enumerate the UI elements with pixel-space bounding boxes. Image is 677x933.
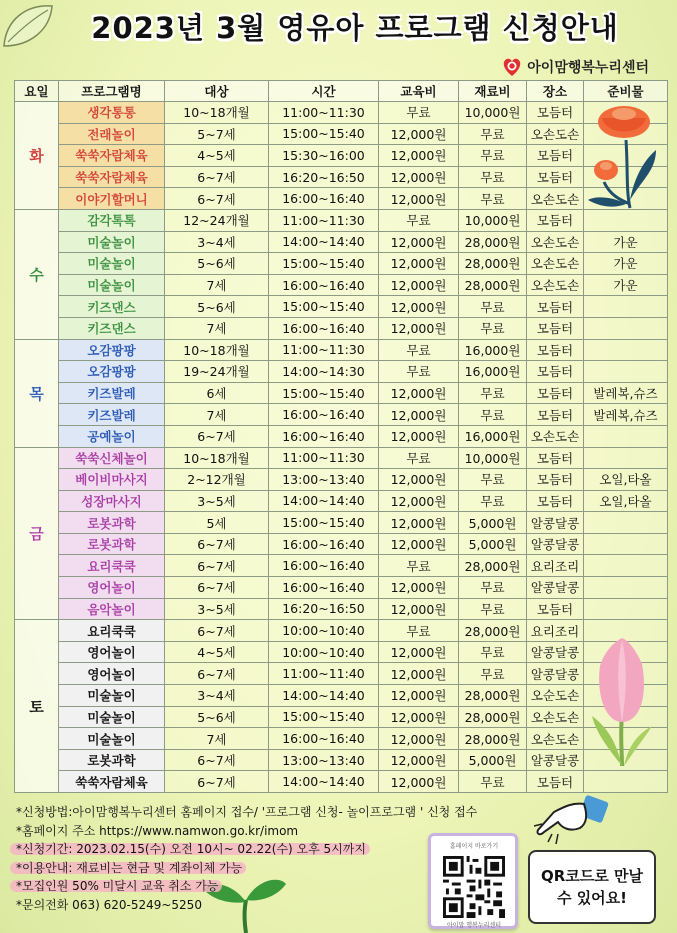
cell-time: 16:00~16:40 [269,728,379,750]
cell-target: 7세 [165,728,269,750]
cell-place: 오손도손 [527,188,584,210]
table-row [15,102,668,124]
cell-time: 16:00~16:40 [269,577,379,599]
cell-program: 로봇과학 [59,512,165,534]
day-cell-tue: 화 [15,102,59,210]
cell-tuition: 12,000원 [379,533,459,555]
table-row [15,620,668,642]
cell-time: 11:00~11:30 [269,102,379,124]
cell-supplies [584,209,668,231]
cell-target: 6~7세 [165,555,269,577]
cell-target: 5~6세 [165,253,269,275]
cell-target: 6~7세 [165,188,269,210]
cell-material-fee: 무료 [459,641,527,663]
cell-tuition: 12,000원 [379,490,459,512]
cell-tuition: 무료 [379,555,459,577]
cell-tuition: 12,000원 [379,123,459,145]
note-method: *신청방법:아이맘행복누리센터 홈페이지 접수/ '프로그램 신청- 놀이프로그램 ' 신청 접수 [16,805,478,819]
table-row [15,533,668,555]
cell-target: 6~7세 [165,166,269,188]
cell-material-fee: 28,000원 [459,253,527,275]
cell-supplies [584,512,668,534]
cell-time: 15:30~16:00 [269,145,379,167]
cell-place: 오손도손 [527,274,584,296]
cell-supplies: 가운 [584,231,668,253]
cell-program: 미술놀이 [59,274,165,296]
cell-program: 로봇과학 [59,749,165,771]
cell-tuition: 12,000원 [379,166,459,188]
table-row [15,728,668,750]
cell-time: 16:20~16:50 [269,598,379,620]
table-row [15,555,668,577]
table-row [15,425,668,447]
cell-material-fee: 28,000원 [459,706,527,728]
table-header-row [15,81,668,102]
cell-program: 오감팡팡 [59,339,165,361]
cell-program: 미술놀이 [59,253,165,275]
note-homepage: *홈페이지 주소 https://www.namwon.go.kr/imom [16,823,299,838]
cell-material-fee: 무료 [459,404,527,426]
cell-target: 5~7세 [165,123,269,145]
cell-program: 요리쿡쿡 [59,620,165,642]
cell-tuition: 12,000원 [379,577,459,599]
cell-target: 6~7세 [165,749,269,771]
cell-place: 알콩달콩 [527,512,584,534]
cell-place: 모듬터 [527,469,584,491]
cell-time: 16:00~16:40 [269,533,379,555]
cell-material-fee: 28,000원 [459,685,527,707]
cell-material-fee: 무료 [459,188,527,210]
cell-target: 6~7세 [165,533,269,555]
table-row [15,317,668,339]
cell-tuition: 12,000원 [379,404,459,426]
cell-material-fee: 28,000원 [459,274,527,296]
qr-caption-top: 홈페이지 바로가기 [449,843,499,850]
cell-place: 모듬터 [527,166,584,188]
cell-program: 음악놀이 [59,598,165,620]
cell-place: 모듬터 [527,296,584,318]
cell-material-fee: 10,000원 [459,209,527,231]
cell-program: 공예놀이 [59,425,165,447]
cell-place: 모듬터 [527,361,584,383]
cell-supplies [584,296,668,318]
table-row [15,598,668,620]
cell-material-fee: 16,000원 [459,425,527,447]
cell-time: 15:00~15:40 [269,296,379,318]
cell-supplies [584,533,668,555]
cell-tuition: 12,000원 [379,145,459,167]
cell-supplies: 발레복,슈즈 [584,404,668,426]
cell-place: 모듬터 [527,771,584,793]
cell-target: 10~18개월 [165,339,269,361]
cell-program: 쑥쑥자람체육 [59,145,165,167]
cell-material-fee: 28,000원 [459,555,527,577]
table-row [15,339,668,361]
cell-material-fee: 16,000원 [459,361,527,383]
cell-place: 모듬터 [527,102,584,124]
cell-program: 요리쿡쿡 [59,555,165,577]
cell-target: 19~24개월 [165,361,269,383]
cell-program: 이야기할머니 [59,188,165,210]
cell-tuition: 무료 [379,339,459,361]
cell-place: 모듬터 [527,447,584,469]
cell-tuition: 12,000원 [379,728,459,750]
cell-program: 오감팡팡 [59,361,165,383]
cell-time: 11:00~11:30 [269,447,379,469]
cell-target: 2~12개월 [165,469,269,491]
table-row [15,209,668,231]
header-material-fee: 재료비 [459,81,527,102]
table-row [15,231,668,253]
cell-place: 알콩달콩 [527,749,584,771]
table-row [15,123,668,145]
cell-supplies [584,577,668,599]
cell-place: 모듬터 [527,598,584,620]
cell-supplies: 오일,타올 [584,469,668,491]
table-body [15,102,668,793]
note-recruit: *모집인원 50% 미달시 교육 취소 가능 [16,879,219,894]
cell-time: 16:00~16:40 [269,188,379,210]
cell-target: 3~4세 [165,231,269,253]
cell-target: 6~7세 [165,771,269,793]
cell-program: 영어놀이 [59,641,165,663]
cell-program: 미술놀이 [59,231,165,253]
page-title: 2023년 3월 영유아 프로그램 신청안내 [91,11,619,45]
cell-place: 요리조리 [527,555,584,577]
day-cell-sat: 토 [15,620,59,793]
cell-material-fee: 무료 [459,166,527,188]
qr-note-line2: 수 있어요! [556,889,628,907]
cell-time: 16:00~16:40 [269,404,379,426]
cell-program: 미술놀이 [59,706,165,728]
cell-place: 알콩달콩 [527,663,584,685]
cell-supplies [584,339,668,361]
cell-tuition: 12,000원 [379,749,459,771]
cell-tuition: 12,000원 [379,512,459,534]
table-row [15,188,668,210]
header-target: 대상 [165,81,269,102]
cell-material-fee: 5,000원 [459,749,527,771]
table-row [15,166,668,188]
program-schedule-table [14,80,668,793]
table-row [15,490,668,512]
cell-time: 15:00~15:40 [269,253,379,275]
day-cell-wed: 수 [15,209,59,339]
cell-time: 14:00~14:30 [269,361,379,383]
qr-code-icon[interactable] [443,856,505,918]
cell-program: 전래놀이 [59,123,165,145]
cell-place: 알콩달콩 [527,577,584,599]
cell-time: 16:20~16:50 [269,166,379,188]
cell-tuition: 12,000원 [379,382,459,404]
cell-tuition: 12,000원 [379,425,459,447]
cell-time: 13:00~13:40 [269,469,379,491]
cell-place: 모듬터 [527,382,584,404]
cell-target: 5~6세 [165,706,269,728]
cell-place: 알콩달콩 [527,641,584,663]
cell-place: 오손도손 [527,425,584,447]
cell-target: 7세 [165,404,269,426]
cell-time: 15:00~15:40 [269,512,379,534]
cell-material-fee: 10,000원 [459,447,527,469]
table-row [15,706,668,728]
cell-place: 오손도손 [527,123,584,145]
cell-time: 10:00~10:40 [269,620,379,642]
cell-program: 감각톡톡 [59,209,165,231]
pointing-hand-icon [532,790,610,846]
cell-supplies [584,425,668,447]
cell-tuition: 12,000원 [379,274,459,296]
table-row [15,512,668,534]
cell-program: 베이비마사지 [59,469,165,491]
cell-tuition: 12,000원 [379,296,459,318]
header-day: 요일 [15,81,59,102]
cell-place: 오손도손 [527,231,584,253]
note-period: *신청기간: 2023.02.15(수) 오전 10시~ 02.22(수) 오후 5시까지 [16,842,366,857]
cell-target: 5세 [165,512,269,534]
cell-tuition: 12,000원 [379,188,459,210]
cell-supplies [584,317,668,339]
cell-target: 6~7세 [165,425,269,447]
cell-place: 오순도손 [527,685,584,707]
cell-material-fee: 무료 [459,469,527,491]
cell-time: 15:00~15:40 [269,706,379,728]
cell-program: 키즈댄스 [59,296,165,318]
cell-material-fee: 무료 [459,317,527,339]
cell-target: 5~6세 [165,296,269,318]
cell-time: 11:00~11:40 [269,663,379,685]
header-program: 프로그램명 [59,81,165,102]
cell-time: 13:00~13:40 [269,749,379,771]
qr-caption-bottom: 아이맘 행복누리센터 [446,922,502,929]
cell-supplies [584,555,668,577]
table-row [15,641,668,663]
table-row [15,577,668,599]
cell-tuition: 12,000원 [379,641,459,663]
cell-material-fee: 무료 [459,663,527,685]
cell-time: 14:00~14:40 [269,685,379,707]
cell-place: 모듬터 [527,145,584,167]
cell-tuition: 무료 [379,447,459,469]
cell-material-fee: 무료 [459,771,527,793]
table-row [15,382,668,404]
qr-note-line1: QR코드로 만날 [541,867,643,885]
cell-program: 미술놀이 [59,728,165,750]
header-time: 시간 [269,81,379,102]
note-usage: *이용안내: 재료비는 현금 및 계좌이체 가능 [16,860,243,875]
cell-program: 생각통통 [59,102,165,124]
cell-target: 4~5세 [165,641,269,663]
cell-place: 오손도손 [527,253,584,275]
cell-material-fee: 무료 [459,577,527,599]
cell-material-fee: 28,000원 [459,620,527,642]
note-phone: *문의전화 063) 620-5249~5250 [16,897,202,912]
cell-time: 16:00~16:40 [269,555,379,577]
cell-material-fee: 무료 [459,598,527,620]
cell-material-fee: 무료 [459,123,527,145]
cell-place: 요리조리 [527,620,584,642]
cell-target: 3~5세 [165,490,269,512]
cell-material-fee: 무료 [459,382,527,404]
cell-tuition: 12,000원 [379,598,459,620]
cell-program: 쑥쑥신체놀이 [59,447,165,469]
cell-program: 영어놀이 [59,577,165,599]
cell-target: 10~18개월 [165,447,269,469]
cell-target: 7세 [165,317,269,339]
cell-time: 15:00~15:40 [269,123,379,145]
cell-material-fee: 16,000원 [459,339,527,361]
cell-target: 4~5세 [165,145,269,167]
cell-supplies: 가운 [584,253,668,275]
table-row [15,663,668,685]
cell-tuition: 12,000원 [379,771,459,793]
cell-target: 6~7세 [165,663,269,685]
table-row [15,685,668,707]
pink-tulip-icon [586,636,656,766]
cell-material-fee: 5,000원 [459,512,527,534]
cell-place: 모듬터 [527,404,584,426]
cell-material-fee: 무료 [459,145,527,167]
table-row [15,749,668,771]
brand-name: 아이맘행복누리센터 [527,60,649,76]
cell-program: 미술놀이 [59,685,165,707]
cell-supplies [584,598,668,620]
table-row [15,469,668,491]
cell-program: 로봇과학 [59,533,165,555]
day-cell-thu: 목 [15,339,59,447]
cell-supplies [584,361,668,383]
brand-heart-logo [501,56,523,78]
qr-note-box [528,850,656,924]
table-row [15,404,668,426]
cell-time: 11:00~11:30 [269,339,379,361]
cell-tuition: 12,000원 [379,469,459,491]
cell-time: 14:00~14:40 [269,231,379,253]
cell-time: 16:00~16:40 [269,274,379,296]
cell-supplies: 오일,타올 [584,490,668,512]
cell-tuition: 12,000원 [379,685,459,707]
cell-program: 영어놀이 [59,663,165,685]
cell-target: 6~7세 [165,620,269,642]
table-row [15,447,668,469]
cell-target: 6세 [165,382,269,404]
cell-place: 오손도손 [527,706,584,728]
cell-material-fee: 무료 [459,490,527,512]
cell-material-fee: 10,000원 [459,102,527,124]
table-row [15,296,668,318]
cell-tuition: 무료 [379,209,459,231]
table-row [15,361,668,383]
cell-time: 14:00~14:40 [269,490,379,512]
cell-supplies: 가운 [584,274,668,296]
cell-place: 모듬터 [527,317,584,339]
header-place: 장소 [527,81,584,102]
cell-material-fee: 무료 [459,296,527,318]
cell-target: 3~5세 [165,598,269,620]
cell-program: 키즈발레 [59,404,165,426]
cell-tuition: 무료 [379,102,459,124]
cell-tuition: 12,000원 [379,231,459,253]
qr-card[interactable] [428,833,518,929]
cell-tuition: 12,000원 [379,317,459,339]
table-row [15,274,668,296]
table-row [15,253,668,275]
cell-target: 10~18개월 [165,102,269,124]
cell-tuition: 무료 [379,361,459,383]
orange-flower-icon [586,100,662,210]
cell-time: 16:00~16:40 [269,317,379,339]
cell-time: 16:00~16:40 [269,425,379,447]
cell-supplies [584,447,668,469]
cell-material-fee: 28,000원 [459,728,527,750]
cell-target: 12~24개월 [165,209,269,231]
cell-program: 키즈발레 [59,382,165,404]
cell-time: 15:00~15:40 [269,382,379,404]
cell-place: 모듬터 [527,339,584,361]
cell-target: 3~4세 [165,685,269,707]
cell-material-fee: 28,000원 [459,231,527,253]
cell-tuition: 12,000원 [379,706,459,728]
cell-time: 11:00~11:30 [269,209,379,231]
brand-logo-area [501,53,649,81]
cell-place: 오손도손 [527,728,584,750]
cell-tuition: 무료 [379,620,459,642]
cell-target: 6~7세 [165,577,269,599]
cell-place: 알콩달콩 [527,533,584,555]
header-tuition: 교육비 [379,81,459,102]
cell-time: 14:00~14:40 [269,771,379,793]
table-row [15,145,668,167]
cell-supplies: 발레복,슈즈 [584,382,668,404]
cell-place: 모듬터 [527,209,584,231]
cell-program: 키즈댄스 [59,317,165,339]
cell-program: 쑥쑥자람체육 [59,771,165,793]
cell-target: 7세 [165,274,269,296]
cell-material-fee: 5,000원 [459,533,527,555]
cell-time: 10:00~10:40 [269,641,379,663]
cell-program: 쑥쑥자람체육 [59,166,165,188]
cell-place: 모듬터 [527,490,584,512]
day-cell-fri: 금 [15,447,59,620]
cell-tuition: 12,000원 [379,253,459,275]
cell-program: 성장마사지 [59,490,165,512]
header-supplies: 준비물 [584,81,668,102]
cell-tuition: 12,000원 [379,663,459,685]
